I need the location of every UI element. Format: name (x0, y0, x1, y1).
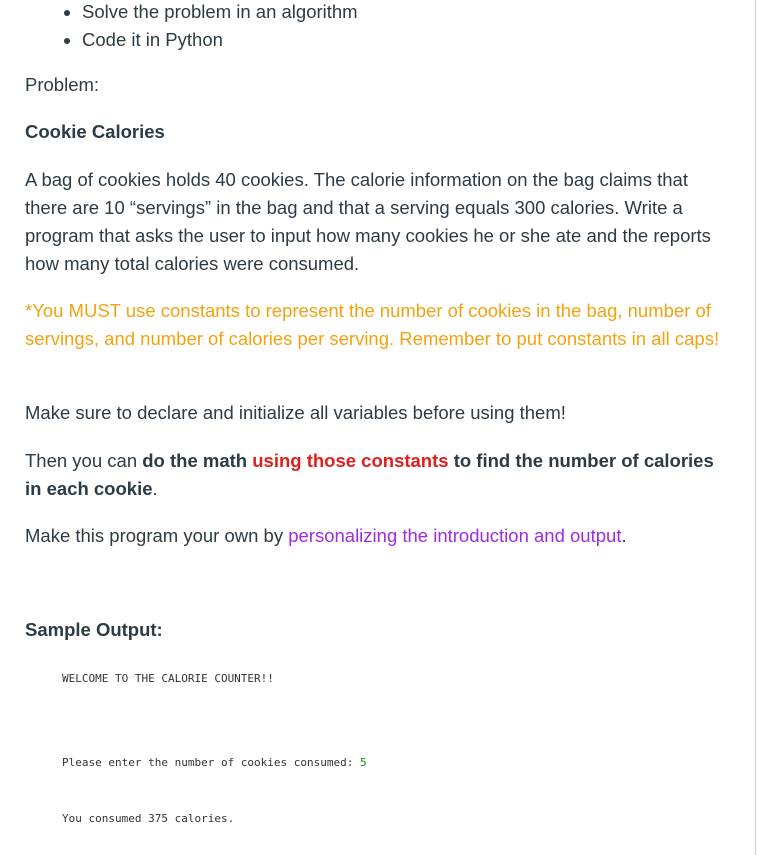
math-note-bold: to find the number of calories in each cookie (25, 450, 714, 499)
problem-label: Problem: (25, 74, 100, 95)
problem-title: Cookie Calories (25, 121, 165, 142)
personalize-note-text: Make this program your own by (25, 525, 289, 546)
content-right-border (755, 0, 756, 855)
sample-output-label: Sample Output: (25, 619, 163, 640)
step-item: Code it in Python (62, 26, 358, 54)
constants-note: *You MUST use constants to represent the number of cookies in the bag, number of servings, and number of calories per serving. Remember to put constants in all caps! (25, 300, 720, 349)
personalize-note-highlight: personalizing the introduction and output (288, 525, 622, 546)
sample-result-line: You consumed 375 calories. (62, 812, 235, 825)
sample-prompt-text: Please enter the number of cookies consumed: (62, 756, 361, 769)
math-note-period: . (152, 478, 158, 499)
personalize-note-period: . (621, 525, 627, 546)
math-note-text: Then you can (25, 450, 143, 471)
declare-note: Make sure to declare and initialize all variables before using them! (25, 402, 566, 423)
personalize-note (25, 522, 725, 550)
math-note-highlight: using those constants (252, 450, 449, 471)
steps-list (62, 0, 358, 54)
math-note-bold: do the math (142, 450, 248, 471)
sample-welcome-line: WELCOME TO THE CALORIE COUNTER!! (62, 672, 274, 685)
sample-input-value: 5 (360, 756, 367, 769)
problem-description: A bag of cookies holds 40 cookies. The calorie information on the bag claims that there are 10 “servings” in the bag and that a serving equals 300 calories. Write a program that asks the user to input how many cookies he or she ate and the reports how many total calories were consumed. (25, 169, 711, 274)
step-item: Solve the problem in an algorithm (62, 0, 358, 26)
math-note (25, 447, 725, 503)
sample-prompt-line (62, 755, 367, 771)
